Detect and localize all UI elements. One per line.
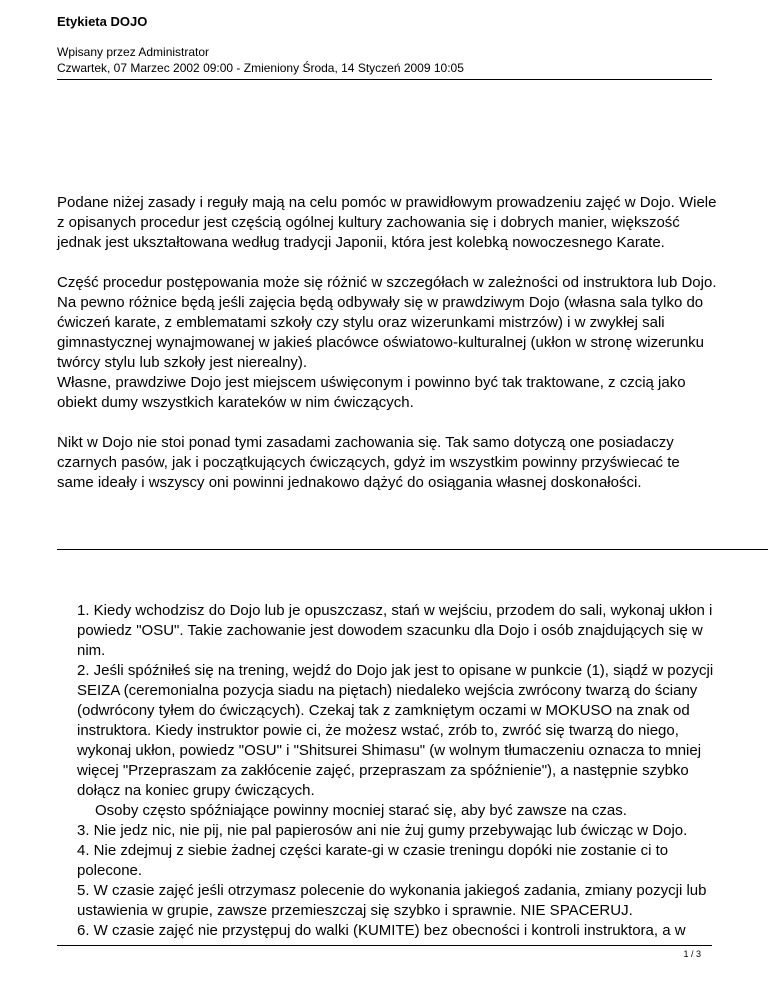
rule-item: 5. W czasie zajęć jeśli otrzymasz polecenie do wykonania jakiegoś zadania, zmiany pozycji lub ustawienia w grupie, zawsze przemieszczaj się szybko i sprawnie. NIE SPACERUJ. [77, 882, 707, 919]
intro-paragraph: Podane niżej zasady i reguły mają na celu pomóc w prawidłowym prowadzeniu zajęć w Dojo. Wiele z opisanych procedur jest częścią ogólnej kultury zachowania się i dobrych manier, większość jednak jest ukształtowana według tradycji Japonii, która jest kolebką nowoczesnego Karate. [57, 194, 717, 251]
section-divider [57, 549, 768, 550]
article-meta [57, 44, 464, 76]
rule-item: 3. Nie jedz nic, nie pij, nie pal papierosów ani nie żuj gumy przebywając lub ćwicząc w Dojo. [77, 822, 688, 839]
author-line: Wpisany przez Administrator [57, 45, 210, 59]
footer-divider [57, 945, 712, 946]
header-divider [57, 79, 712, 80]
rule-note: Osoby często spóźniające powinny mocniej starać się, aby być zawsze na czas. [95, 802, 627, 819]
rule-item: 4. Nie zdejmuj z siebie żadnej części karate-gi w czasie treningu dopóki nie zostanie ci to polecone. [77, 842, 669, 879]
intro-paragraph: Część procedur postępowania może się różnić w szczegółach w zależności od instruktora lub Dojo. Na pewno różnice będą jeśli zajęcia będą odbywały się w prawdziwym Dojo (własna sala tylko do ćwiczeń karate, z emblematami szkoły czy stylu oraz wizerunkami mistrzów) i w zwykłej sali gimnastycznej wynajmowanej w jakieś placówce oświatowo-kulturalnej (ukłon w stronę wizerunku twórcy stylu lub szkoły jest nierealny). [57, 274, 717, 371]
intro-paragraph: Nikt w Dojo nie stoi ponad tymi zasadami zachowania się. Tak samo dotyczą one posiadaczy czarnych pasów, jak i początkujących ćwiczących, gdyż im wszystkim powinny przyświecać te same ideały i wszyscy oni powinni jednakowo dążyć do osiągania własnej doskonałości. [57, 434, 680, 491]
intro-paragraph: Własne, prawdziwe Dojo jest miejscem uświęconym i powinno być tak traktowane, z czcią jako obiekt dumy wszystkich karateków w nim ćwiczących. [57, 374, 686, 411]
page-title: Etykieta DOJO [57, 14, 148, 29]
rule-item: 1. Kiedy wchodzisz do Dojo lub je opuszczasz, stań w wejściu, przodem do sali, wykonaj ukłon i powiedz "OSU". Takie zachowanie jest dowodem szacunku dla Dojo i osób znajdujących się w nim. [77, 602, 713, 659]
rules-list [57, 601, 719, 941]
date-line: Czwartek, 07 Marzec 2002 09:00 - Zmieniony Środa, 14 Styczeń 2009 10:05 [57, 61, 464, 75]
intro-section [57, 193, 719, 493]
rule-item: 2. Jeśli spóźniłeś się na trening, wejdź do Dojo jak jest to opisane w punkcie (1), siądź w pozycji SEIZA (ceremonialna pozycja siadu na piętach) niedaleko wejścia zwrócony twarzą do ściany (odwrócony tyłem do ćwiczących). Czekaj tak z zamkniętym oczami w MOKUSO na znak od instruktora. Kiedy instruktor powie ci, że możesz wstać, zrób to, zwróć się twarzą do niego, wykonaj ukłon, powiedz "OSU" i "Shitsurei Shimasu" (w wolnym tłumaczeniu oznacza to mniej więcej "Przepraszam za zakłócenie zajęć, przepraszam za spóźnienie"), a następnie szybko dołącz na koniec grupy ćwiczących. [77, 662, 714, 799]
page-number: 1 / 3 [683, 949, 701, 959]
rule-item: 6. W czasie zajęć nie przystępuj do walki (KUMITE) bez obecności i kontroli instruktora, a w [77, 922, 686, 939]
